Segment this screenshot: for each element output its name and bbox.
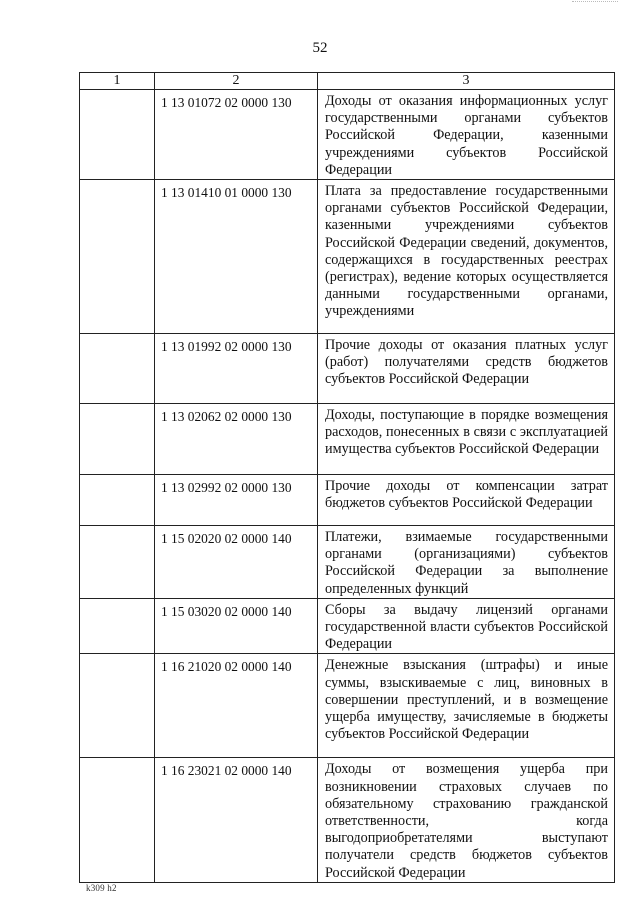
empty-cell (80, 526, 155, 599)
empty-cell (80, 334, 155, 404)
page-number: 52 (312, 40, 328, 56)
table-row (80, 526, 615, 599)
revenue-description: Доходы, поступающие в порядке возмещения расходов, понесенных в связи с эксплуатацией имущества субъектов Российской Федерации (318, 404, 615, 475)
column-header-3: 3 (318, 73, 615, 90)
table-row (80, 598, 615, 654)
revenue-description: Доходы от возмещения ущерба при возникновении страховых случаев по обязательному страхованию гражданской ответственности, когда выгодоприобретателями выступают получатели средств бюджетов субъектов Российской Федерации (318, 758, 615, 882)
revenue-code: 1 13 01992 02 0000 130 (155, 334, 318, 404)
empty-cell (80, 404, 155, 475)
table-row (80, 180, 615, 334)
empty-cell (80, 180, 155, 334)
revenue-description: Доходы от оказания информационных услуг государственными органами субъектов Российской Федерации, казенными учреждениями субъектов Российской Федерации (318, 90, 615, 180)
revenue-code: 1 13 01072 02 0000 130 (155, 90, 318, 180)
empty-cell (80, 758, 155, 882)
column-header-2: 2 (155, 73, 318, 90)
revenue-code: 1 15 03020 02 0000 140 (155, 598, 318, 654)
revenue-description: Платежи, взимаемые государственными органами (организациями) субъектов Российской Федерации за выполнение определенных функций (318, 526, 615, 599)
table-row (80, 758, 615, 882)
column-header-1: 1 (80, 73, 155, 90)
revenue-codes-table (79, 72, 615, 883)
revenue-code: 1 16 23021 02 0000 140 (155, 758, 318, 882)
revenue-description: Денежные взыскания (штрафы) и иные суммы, взыскиваемые с лиц, виновных в совершении преступлений, и в возмещение ущерба имуществу, зачисляемые в бюджеты субъектов Российской Федерации (318, 654, 615, 758)
table-row (80, 654, 615, 758)
revenue-code: 1 13 02062 02 0000 130 (155, 404, 318, 475)
revenue-code: 1 13 02992 02 0000 130 (155, 475, 318, 526)
revenue-code: 1 16 21020 02 0000 140 (155, 654, 318, 758)
empty-cell (80, 598, 155, 654)
revenue-description: Прочие доходы от компенсации затрат бюджетов субъектов Российской Федерации (318, 475, 615, 526)
empty-cell (80, 654, 155, 758)
table-header-row (80, 73, 615, 90)
revenue-description: Прочие доходы от оказания платных услуг (работ) получателями средств бюджетов субъектов Российской Федерации (318, 334, 615, 404)
table-row (80, 475, 615, 526)
empty-cell (80, 475, 155, 526)
table-row (80, 404, 615, 475)
empty-cell (80, 90, 155, 180)
revenue-description: Плата за предоставление государственными органами субъектов Российской Федерации, казенными учреждениями субъектов Российской Федерации сведений, документов, содержащихся в государственных реестрах (регистрах), ведение которых осуществляется данными государственными органами, учреждениями (318, 180, 615, 334)
scan-artifact (572, 1, 618, 5)
table-row (80, 334, 615, 404)
revenue-code: 1 15 02020 02 0000 140 (155, 526, 318, 599)
table-row (80, 90, 615, 180)
revenue-description: Сборы за выдачу лицензий органами государственной власти субъектов Российской Федерации (318, 598, 615, 654)
footer-code: k309 h2 (86, 883, 117, 893)
revenue-code: 1 13 01410 01 0000 130 (155, 180, 318, 334)
